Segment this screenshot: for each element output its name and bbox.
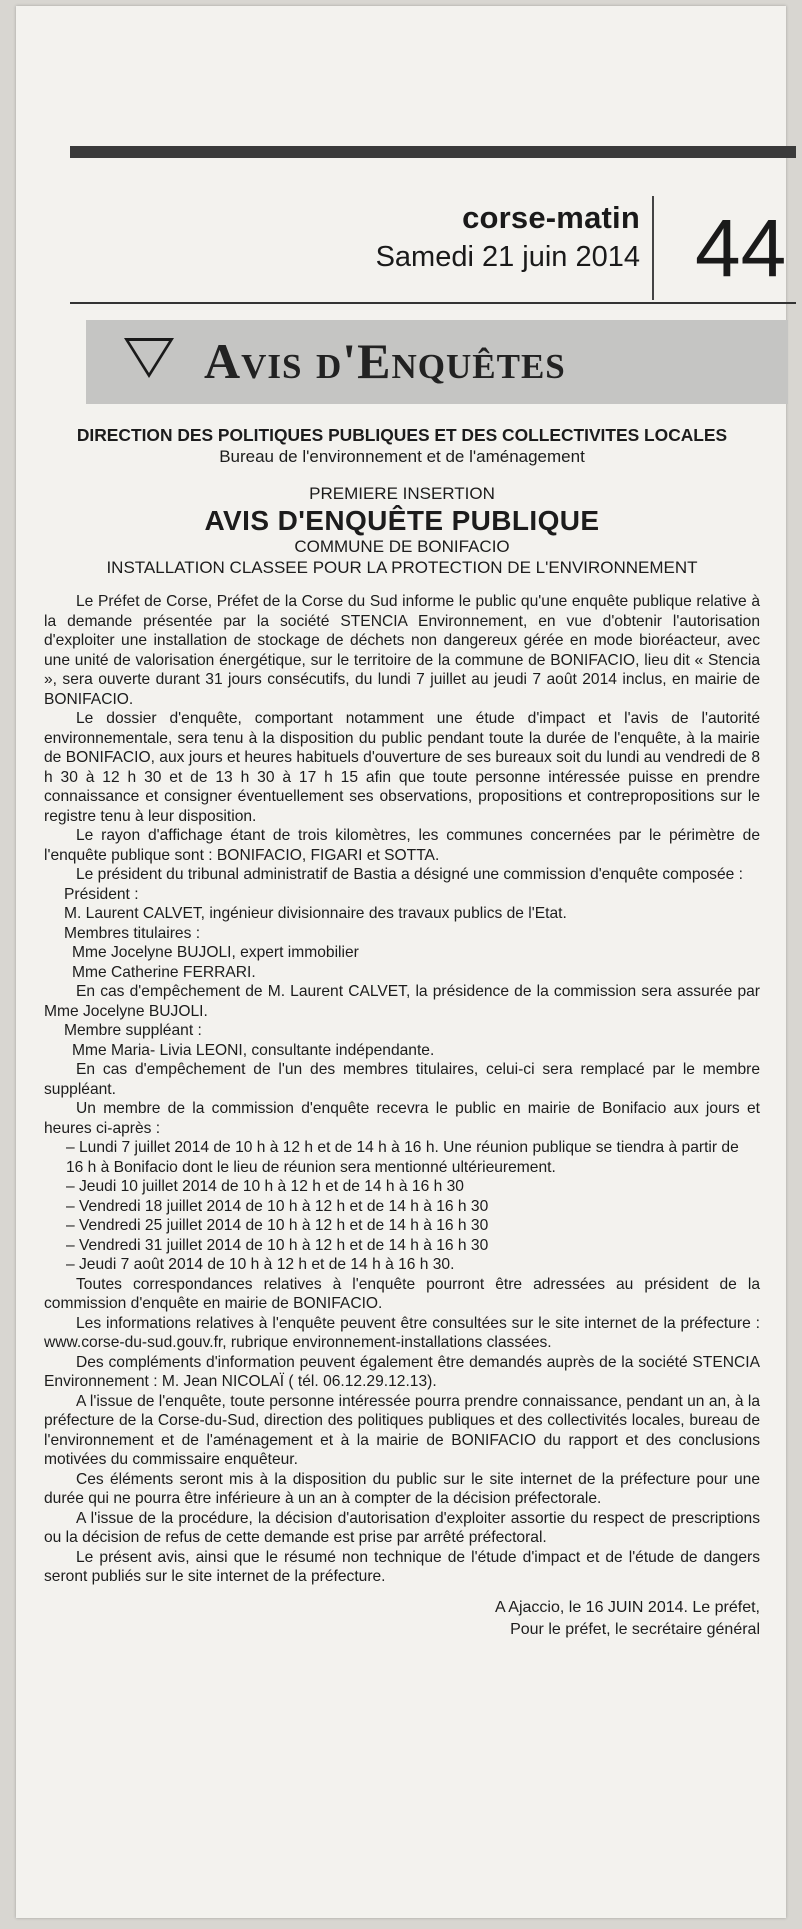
paragraph: Le président du tribunal administratif de Bastia a désigné une commission d'enquête composée :: [76, 866, 743, 883]
public-notice: [44, 424, 760, 1641]
paragraph: Le présent avis, ainsi que le résumé non technique de l'étude d'impact et de l'étude de dangers seront publiés sur le site internet de la préfecture.: [44, 1548, 760, 1585]
notice-title: AVIS D'ENQUÊTE PUBLIQUE: [204, 505, 600, 536]
department-heading: DIRECTION DES POLITIQUES PUBLIQUES ET DES COLLECTIVITES LOCALES: [76, 425, 728, 445]
schedule-item: – Vendredi 25 juillet 2014 de 10 h à 12 h et de 14 h à 16 h 30: [66, 1217, 489, 1234]
president-label: Président :: [64, 885, 139, 903]
signature-line: A Ajaccio, le 16 JUIN 2014. Le préfet,: [494, 1598, 760, 1616]
masthead-divider: [652, 196, 654, 300]
members-label: Membres titulaires :: [64, 924, 201, 942]
schedule-item: – Jeudi 10 juillet 2014 de 10 h à 12 h et de 14 h à 16 h 30: [66, 1178, 464, 1195]
insertion-label: PREMIERE INSERTION: [309, 484, 495, 503]
commune-label: COMMUNE DE BONIFACIO: [294, 537, 510, 556]
schedule-item: – Vendredi 31 juillet 2014 de 10 h à 12 h et de 14 h à 16 h 30: [66, 1236, 489, 1254]
newspaper-name: corse-matin: [462, 200, 640, 235]
triangle-down-icon: [124, 338, 174, 378]
paragraph: Le Préfet de Corse, Préfet de la Corse du Sud informe le public qu'une enquête publique relative à la demande présentée par la société STENCIA Environnement, en vue d'obtenir l'autorisation d'exploiter une installation de stockage de déchets non dangereux gérée en mode bioréacteur, avec une unité de valorisation énergétique, sur le territoire de la commune de BONIFACIO, lieu dit « Stencia », sera ouverte durant 31 jours consécutifs, du lundi 7 juillet au jeudi 7 août 2014 inclus, en mairie de BONIFACIO.: [44, 593, 760, 708]
paragraph: Le rayon d'affichage étant de trois kilomètres, les communes concernées par le périmètre de l'enquête publique sont : BONIFACIO, FIGARI et SOTTA.: [44, 827, 760, 864]
masthead: [70, 146, 796, 306]
paragraph: Les informations relatives à l'enquête peuvent être consultées sur le site internet de la préfecture : www.corse-du-sud.gouv.fr, rubrique environnement-installations classées.: [44, 1314, 760, 1351]
paragraph: Le dossier d'enquête, comportant notamment une étude d'impact et l'avis de l'autorité environnementale, sera tenu à la disposition du public pendant toute la durée de l'enquête, à la mairie de BONIFACIO, aux jours et heures habituels d'ouverture de ses bureaux soit du lundi au vendredi de 8 h 30 à 12 h 30 et de 13 h 30 à 17 h 15 afin que toute personne intéressée puisse en prendre connaissance et consigner éventuellement ses observations, propositions et contrepropositions sur le registre tenu à leur disposition.: [44, 710, 760, 825]
schedule-list: [44, 1138, 760, 1275]
paragraph: En cas d'empêchement de l'un des membres titulaires, celui-ci sera remplacé par le membre suppléant.: [44, 1061, 760, 1098]
newspaper-page: [16, 6, 786, 1918]
schedule-item: – Vendredi 18 juillet 2014 de 10 h à 12 h et de 14 h à 16 h 30: [66, 1197, 489, 1215]
paragraph: Ces éléments seront mis à la disposition du public sur le site internet de la préfecture pour une durée qui ne pourra être inférieure à un an à compter de la décision préfectorale.: [44, 1470, 760, 1507]
signature-block: [44, 1597, 760, 1641]
page-number: 44: [695, 203, 787, 294]
signature-line: Pour le préfet, le secrétaire général: [510, 1620, 760, 1638]
section-header: [86, 320, 788, 404]
masthead-bottom-rule: [70, 302, 796, 304]
member-entry: Mme Jocelyne BUJOLI, expert immobilier: [72, 944, 359, 961]
member-entry: Mme Catherine FERRARI.: [72, 963, 256, 981]
substitute-label: Membre suppléant :: [64, 1022, 202, 1039]
paragraph: A l'issue de la procédure, la décision d'autorisation d'exploiter assortie du respect de prescriptions ou la décision de refus de cette demande est prise par arrêté préfectoral.: [44, 1509, 760, 1546]
substitute-entry: Mme Maria- Livia LEONI, consultante indépendante.: [72, 1041, 435, 1059]
president-name: M. Laurent CALVET, ingénieur divisionnaire des travaux publics de l'Etat.: [64, 905, 567, 922]
publication-date: Samedi 21 juin 2014: [375, 241, 640, 273]
paragraph: A l'issue de l'enquête, toute personne intéressée pourra prendre connaissance, pendant un an, à la préfecture de la Corse-du-Sud, direction des politiques publiques et des collectivités locales, bureau de l'environnement et de l'aménagement et à la mairie de BONIFACIO du rapport et des conclusions motivées du commissaire enquêteur.: [44, 1392, 760, 1468]
schedule-item: – Lundi 7 juillet 2014 de 10 h à 12 h et de 14 h à 16 h. Une réunion publique se tiendra à partir de 16 h à Bonifacio dont le lieu de réunion sera mentionné ultérieurement.: [66, 1139, 739, 1176]
section-title: Avis d'Enquêtes: [204, 333, 566, 389]
top-rule: [70, 146, 796, 158]
bureau-heading: Bureau de l'environnement et de l'aménagement: [219, 447, 585, 466]
paragraph: Toutes correspondances relatives à l'enquête pourront être adressées au président de la commission d'enquête en mairie de BONIFACIO.: [44, 1275, 760, 1312]
schedule-item: – Jeudi 7 août 2014 de 10 h à 12 h et de 14 h à 16 h 30.: [66, 1256, 455, 1273]
paragraph: En cas d'empêchement de M. Laurent CALVET, la présidence de la commission sera assurée par Mme Jocelyne BUJOLI.: [44, 983, 760, 1020]
paragraph: Un membre de la commission d'enquête recevra le public en mairie de Bonifacio aux jours et heures ci-après :: [44, 1100, 760, 1137]
installation-label: INSTALLATION CLASSEE POUR LA PROTECTION DE L'ENVIRONNEMENT: [106, 558, 698, 577]
paragraph: Des compléments d'information peuvent également être demandés auprès de la société STENCIA Environnement : M. Jean NICOLAÏ ( tél. 06.12.29.12.13).: [44, 1353, 760, 1390]
